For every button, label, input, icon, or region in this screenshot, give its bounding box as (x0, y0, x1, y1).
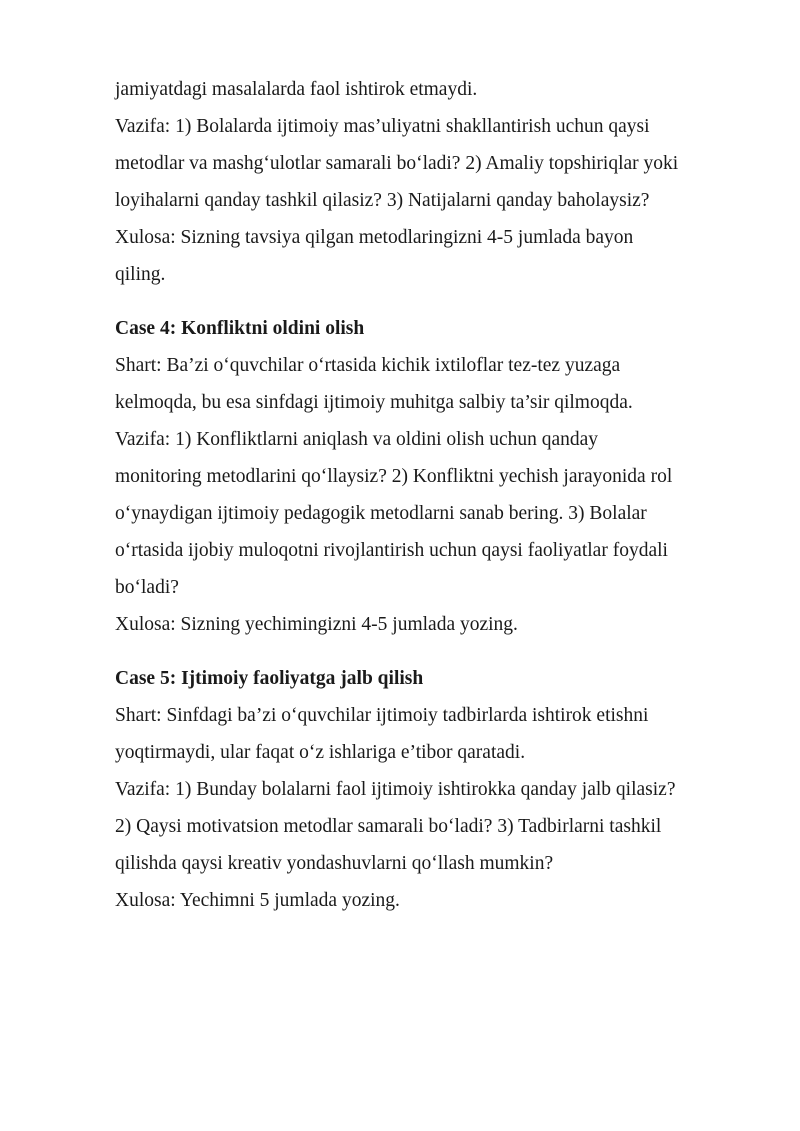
case-4-line: Shart: Ba’zi o‘quvchilar o‘rtasida kichik ixtiloflar tez-tez yuzaga (115, 355, 621, 376)
case-5-line: Xulosa: Yechimni 5 jumlada yozing. (115, 890, 400, 911)
case-4-line: bo‘ladi? (115, 577, 179, 598)
intro-line: loyihalarni qanday tashkil qilasiz? 3) Natijalarni qanday baholaysiz? (115, 190, 650, 211)
case-4-line: Vazifa: 1) Konfliktlarni aniqlash va oldini olish uchun qanday (115, 429, 599, 450)
case-4-line: o‘rtasida ijobiy muloqotni rivojlantirish uchun qaysi faoliyatlar foydali (115, 540, 668, 561)
case-4-title: Case 4: Konfliktni oldini olish (115, 318, 365, 339)
case-4-line: o‘ynaydigan ijtimoiy pedagogik metodlarni sanab bering. 3) Bolalar (115, 503, 647, 524)
case-4-section (115, 310, 755, 643)
case-4-line: monitoring metodlarini qo‘llaysiz? 2) Konfliktni yechish jarayonida rol (115, 466, 673, 487)
document-body (115, 71, 755, 919)
intro-line: Xulosa: Sizning tavsiya qilgan metodlaringizni 4-5 jumlada bayon (115, 227, 634, 248)
case-5-line: Shart: Sinfdagi ba’zi o‘quvchilar ijtimoiy tadbirlarda ishtirok etishni (115, 705, 649, 726)
intro-line: metodlar va mashg‘ulotlar samarali bo‘ladi? 2) Amaliy topshiriqlar yoki (115, 153, 679, 174)
case-5-title: Case 5: Ijtimoiy faoliyatga jalb qilish (115, 668, 424, 689)
intro-line: jamiyatdagi masalalarda faol ishtirok etmaydi. (115, 79, 478, 100)
intro-section (115, 71, 755, 293)
case-4-line: kelmoqda, bu esa sinfdagi ijtimoiy muhitga salbiy ta’sir qilmoqda. (115, 392, 633, 413)
case-5-section (115, 660, 755, 919)
case-5-line: 2) Qaysi motivatsion metodlar samarali bo‘ladi? 3) Tadbirlarni tashkil (115, 816, 662, 837)
intro-line: qiling. (115, 264, 166, 285)
case-5-line: Vazifa: 1) Bunday bolalarni faol ijtimoiy ishtirokka qanday jalb qilasiz? (115, 779, 676, 800)
case-5-line: qilishda qaysi kreativ yondashuvlarni qo‘llash mumkin? (115, 853, 554, 874)
case-5-line: yoqtirmaydi, ular faqat o‘z ishlariga e’tibor qaratadi. (115, 742, 526, 763)
intro-line: Vazifa: 1) Bolalarda ijtimoiy mas’uliyatni shakllantirish uchun qaysi (115, 116, 650, 137)
case-4-line: Xulosa: Sizning yechimingizni 4-5 jumlada yozing. (115, 614, 518, 635)
